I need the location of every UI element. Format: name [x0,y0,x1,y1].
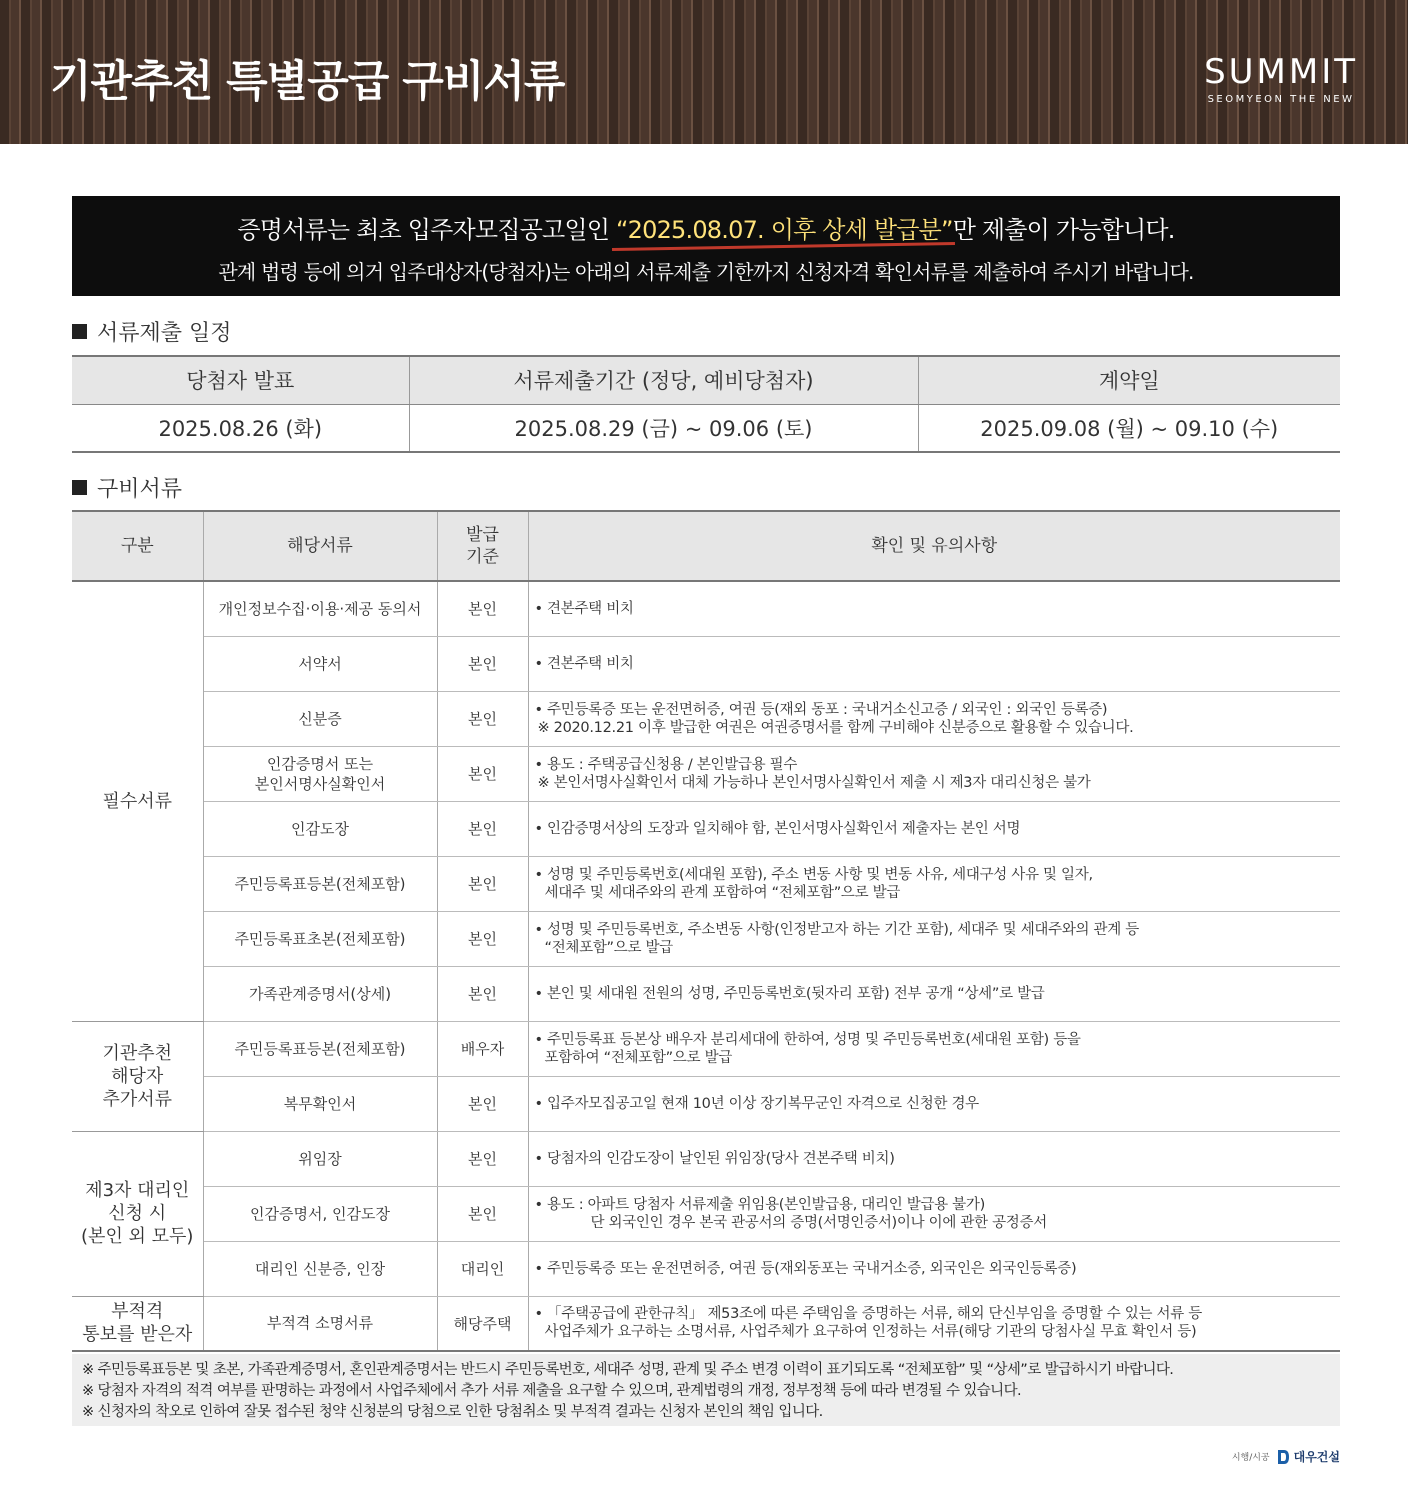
note-cell [528,1131,1340,1186]
schedule-value-row [72,404,1340,452]
issue-basis: 본인 [437,801,528,856]
footer-label: 시행/시공 [1231,1453,1270,1463]
document-name: 위임장 [203,1131,437,1186]
documents-table [72,510,1340,1352]
issue-basis: 대리인 [437,1241,528,1296]
document-name: 서약서 [203,636,437,691]
note-line: • 주민등록증 또는 운전면허증, 여권 등(재외 동포 : 국내거소신고증 / 외국인 : 외국인 등록증) [534,701,1108,718]
document-name: 인감도장 [203,801,437,856]
document-name: 개인정보수집·이용·제공 동의서 [203,581,437,636]
note-cell [528,691,1340,746]
note-line: • 당첨자의 인감도장이 날인된 위임장(당사 견본주택 비치) [534,1150,895,1167]
issue-basis: 본인 [437,856,528,911]
documents-header-row [72,511,1340,581]
square-bullet-icon [72,480,87,495]
brand-name: SUMMIT [1204,52,1358,92]
note-line: • 용도 : 아파트 당첨자 서류제출 위임용(본인발급용, 대리인 발급용 불가) [534,1196,985,1213]
category-cell: 부적격 통보를 받은자 [72,1296,203,1351]
note-line: • 견본주택 비치 [534,600,634,617]
category-cell: 기관추천 해당자 추가서류 [72,1021,203,1131]
note-cell [528,856,1340,911]
footnote: ※ 신청자의 착오로 인하여 잘못 접수된 청약 신청분의 당첨으로 인한 당첨취소 및 부적격 결과는 신청자 본인의 책임 입니다. [82,1404,823,1420]
note-line: • 용도 : 주택공급신청용 / 본인발급용 필수 [534,756,798,773]
issue-basis: 본인 [437,581,528,636]
document-name: 가족관계증명서(상세) [203,966,437,1021]
note-line: • 본인 및 세대원 전원의 성명, 주민등록번호(뒷자리 포함) 전부 공개 “상세”로 발급 [534,985,1045,1002]
note-cell [528,1241,1340,1296]
brand-logo [1204,54,1358,105]
issue-basis: 본인 [437,1186,528,1241]
table-row [72,691,1340,746]
note-line: • 인감증명서상의 도장과 일치해야 함, 본인서명사실확인서 제출자는 본인 서명 [534,820,1021,837]
document-name: 신분증 [203,691,437,746]
table-row [72,1076,1340,1131]
schedule-header: 서류제출기간 (정당, 예비당첨자) [409,356,918,404]
header-document: 해당서류 [203,511,437,581]
note-cell [528,1186,1340,1241]
table-row [72,581,1340,636]
table-row [72,911,1340,966]
schedule-heading: 서류제출 일정 [72,316,232,347]
page-title: 기관추천 특별공급 구비서류 [50,57,565,107]
issue-basis: 본인 [437,1076,528,1131]
document-name: 주민등록표등본(전체포함) [203,1021,437,1076]
document-name: 대리인 신분증, 인장 [203,1241,437,1296]
note-cell [528,1076,1340,1131]
schedule-value: 2025.09.08 (월) ~ 09.10 (수) [918,404,1340,452]
footnote: ※ 주민등록표등본 및 초본, 가족관계증명서, 혼인관계증명서는 반드시 주민등록번호, 세대주 성명, 관계 및 주소 변경 이력이 표기되도록 “전체포함” 및 “상세”로 발급하시기 바랍니다. [82,1362,1174,1378]
issue-basis: 본인 [437,1131,528,1186]
document-name: 부적격 소명서류 [203,1296,437,1351]
table-row [72,801,1340,856]
note-line: • 입주자모집공고일 현재 10년 이상 장기복무군인 자격으로 신청한 경우 [534,1095,979,1112]
issue-basis: 본인 [437,911,528,966]
schedule-header-row [72,356,1340,404]
schedule-table [72,355,1340,453]
note-line: • 성명 및 주민등록번호(세대원 포함), 주소 변동 사항 및 변동 사유, 세대구성 사유 및 일자, [534,866,1093,883]
table-row [72,636,1340,691]
header-category: 구분 [72,511,203,581]
footnote: ※ 당첨자 자격의 적격 여부를 판명하는 과정에서 사업주체에서 추가 서류 제출을 요구할 수 있으며, 관계법령의 개정, 정부정책 등에 따라 변경될 수 있습니다. [82,1383,1021,1399]
table-row [72,1296,1340,1351]
note-line: • 주민등록증 또는 운전면허증, 여권 등(재외동포는 국내거소증, 외국인은 외국인등록증) [534,1260,1077,1277]
notice-line-2: 관계 법령 등에 의거 입주대상자(당첨자)는 아래의 서류제출 기한까지 신청자격 확인서류를 제출하여 주시기 바랍니다. [218,260,1194,284]
schedule-value: 2025.08.26 (화) [72,404,409,452]
brand-subtitle: SEOMYEON THE NEW [1207,94,1355,105]
issue-basis: 본인 [437,691,528,746]
note-cell [528,911,1340,966]
notice-highlight: “2025.08.07. 이후 상세 발급분” [616,216,953,244]
issue-basis: 해당주택 [437,1296,528,1351]
note-line: 세대주 및 세대주와의 관계 포함하여 “전체포함”으로 발급 [544,884,901,901]
table-row [72,1241,1340,1296]
table-row [72,746,1340,801]
issue-basis: 본인 [437,746,528,801]
document-name: 인감증명서, 인감도장 [203,1186,437,1241]
note-line: ※ 본인서명사실확인서 대체 가능하나 본인서명사실확인서 제출 시 제3자 대리신청은 불가 [537,774,1091,791]
issue-basis: 본인 [437,636,528,691]
header-basis: 발급 기준 [437,511,528,581]
table-row [72,1186,1340,1241]
category-cell: 필수서류 [72,581,203,1021]
note-line: 단 외국인인 경우 본국 관공서의 증명(서명인증서)이나 이에 관한 공정증서 [590,1214,1047,1231]
document-name: 주민등록표초본(전체포함) [203,911,437,966]
schedule-header: 계약일 [918,356,1340,404]
note-cell [528,801,1340,856]
schedule-header: 당첨자 발표 [72,356,409,404]
note-line: 사업주체가 요구하는 소명서류, 사업주체가 요구하여 인정하는 서류(해당 기관의 당첨사실 무효 확인서 등) [544,1324,1197,1341]
footnotes [72,1354,1340,1426]
note-line: “전체포함”으로 발급 [544,939,673,956]
note-cell [528,966,1340,1021]
document-name: 복무확인서 [203,1076,437,1131]
note-line: • 견본주택 비치 [534,655,634,672]
square-bullet-icon [72,324,87,339]
footer [1232,1448,1340,1465]
notice-box [72,196,1340,296]
note-line: • 「주택공급에 관한규칙」 제53조에 따른 주택임을 증명하는 서류, 해외 단신부임을 증명할 수 있는 서류 등 [534,1306,1202,1323]
header-note: 확인 및 유의사항 [528,511,1340,581]
category-cell: 제3자 대리인 신청 시 (본인 외 모두) [72,1131,203,1296]
notice-line-1: 증명서류는 최초 입주자모집공고일인 “2025.08.07. 이후 상세 발급분”만 제출이 가능합니다. [237,216,1175,244]
document-name: 주민등록표등본(전체포함) [203,856,437,911]
table-row [72,856,1340,911]
document-name: 인감증명서 또는 본인서명사실확인서 [203,746,437,801]
note-line: ※ 2020.12.21 이후 발급한 여권은 여권증명서를 함께 구비해야 신분증으로 활용할 수 있습니다. [537,719,1134,736]
schedule-value: 2025.08.29 (금) ~ 09.06 (토) [409,404,918,452]
issue-basis: 본인 [437,966,528,1021]
issue-basis: 배우자 [437,1021,528,1076]
company-logo-icon [1276,1449,1290,1465]
table-row [72,1021,1340,1076]
note-cell [528,581,1340,636]
note-cell [528,1021,1340,1076]
table-row [72,966,1340,1021]
documents-heading: 구비서류 [72,472,182,503]
note-line: • 주민등록표 등본상 배우자 분리세대에 한하여, 성명 및 주민등록번호(세대원 포함) 등을 [534,1031,1081,1048]
company-name: 대우건설 [1293,1450,1340,1464]
table-row [72,1131,1340,1186]
note-line: • 성명 및 주민등록번호, 주소변동 사항(인정받고자 하는 기간 포함), 세대주 및 세대주와의 관계 등 [534,921,1139,938]
note-cell [528,746,1340,801]
note-line: 포함하여 “전체포함”으로 발급 [544,1049,733,1066]
header-banner [0,0,1408,144]
note-cell [528,636,1340,691]
note-cell [528,1296,1340,1351]
